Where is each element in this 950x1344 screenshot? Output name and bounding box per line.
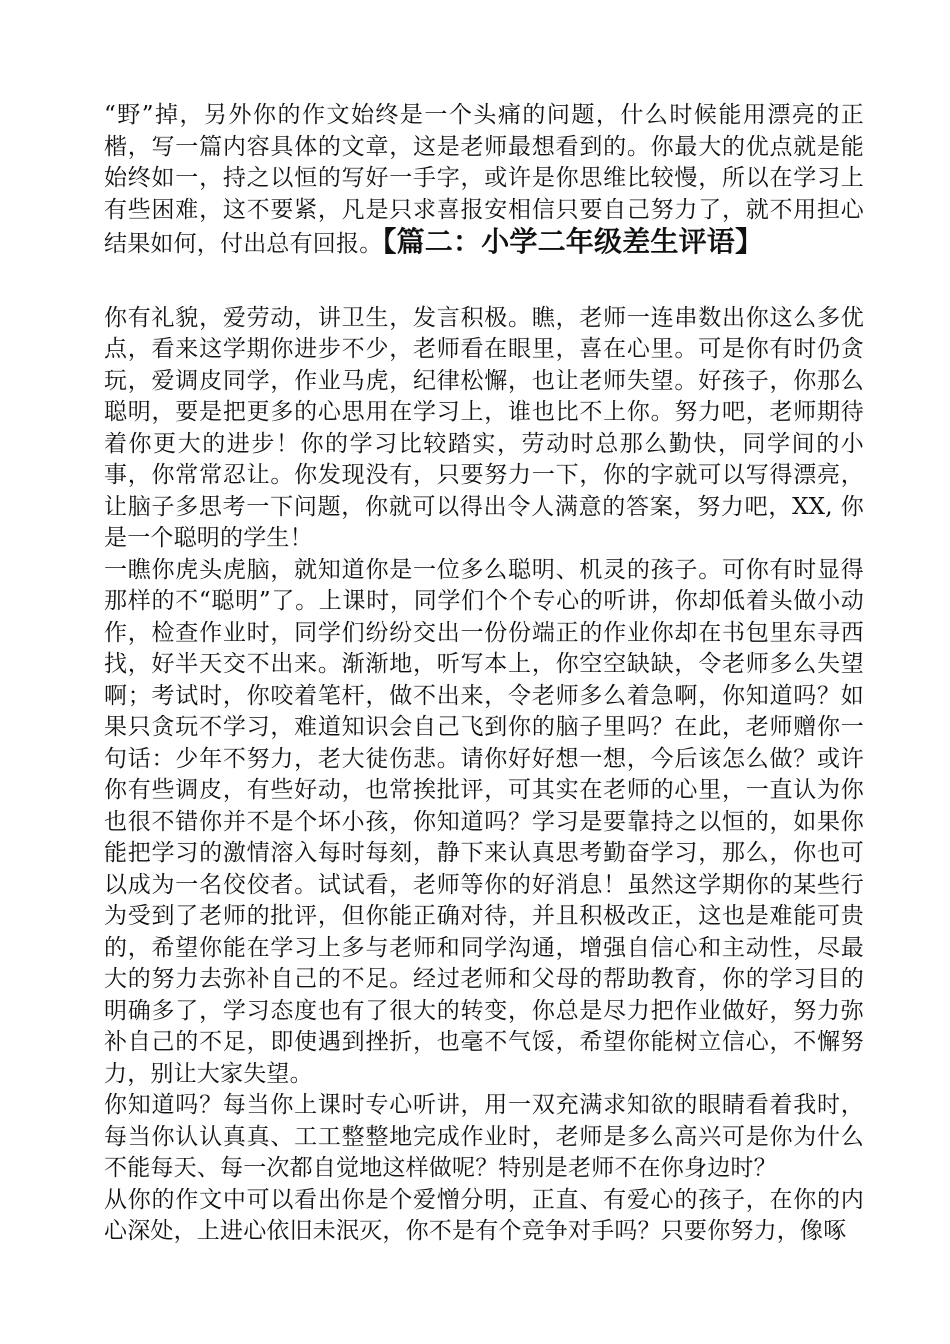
paragraph-3: 你知道吗？每当你上课时专心听讲，用一双充满求知欲的眼睛看着我时，每当你认认真真、工工整整地完成作业时，老师是多么高兴可是你为什么不能每天、每一次都自觉地这样做呢？特别是老师不在你身边时？ [104, 1092, 864, 1181]
paragraph-4: 从你的作文中可以看出你是个爱憎分明，正直、有爱心的孩子，在你的内心深处，上进心依旧未泯灭，你不是有个竞争对手吗？只要你努力，像啄 [104, 1186, 864, 1244]
paragraph-1: 你有礼貌，爱劳动，讲卫生，发言积极。瞧，老师一连串数出你这么多优点，看来这学期你进步不少，老师看在眼里，喜在心里。可是你有时仍贪玩，爱调皮同学，作业马虎，纪律松懈，也让老师失望。好孩子，你那么聪明，要是把更多的心思用在学习上，谁也比不上你。努力吧，老师期待着你更大的进步！你的学习比较踏实，劳动时总那么勤快，同学间的小事，你常常忍让。你发现没有，只要努力一下，你的字就可以写得漂亮，让脑子多思考一下问题，你就可以得出令人满意的答案，努力吧，XX, 你是一个聪明的学生！ [104, 304, 864, 551]
section-heading: 【篇二：小学二年级差生评语】 [382, 225, 764, 258]
document-page [104, 100, 864, 1248]
paragraph-2: 一瞧你虎头虎脑，就知道你是一位多么聪明、机灵的孩子。可你有时显得那样的不“聪明”了。上课时，同学们个个专心的听讲，你却低着头做小动作，检查作业时，同学们纷纷交出一份份端正的作业你却在书包里东寻西找，好半天交不出来。渐渐地，听写本上，你空空缺缺，令老师多么失望啊；考试时，你咬着笔杆，做不出来，令老师多么着急啊，你知道吗？如果只贪玩不学习，难道知识会自己飞到你的脑子里吗？在此，老师赠你一句话：少年不努力，老大徒伤悲。请你好好想一想，今后该怎么做？或许你有些调皮，有些好动，也常挨批评，可其实在老师的心里，一直认为你也很不错你并不是个坏小孩，你知道吗？学习是要靠持之以恒的，如果你能把学习的激情溶入每时每刻，静下来认真思考勤奋学习，那么，你也可以成为一名佼佼者。试试看，老师等你的好消息！虽然这学期你的某些行为受到了老师的批评，但你能正确对待，并且积极改正，这也是难能可贵的，希望你能在学习上多与老师和同学沟通，增强自信心和主动性，尽最大的努力去弥补自己的不足。经过老师和父母的帮助教育，你的学习目的明确多了，学习态度也有了很大的转变，你总是尽力把作业做好，努力弥补自己的不足，即使遇到挫折，也毫不气馁，希望你能树立信心，不懈努力，别让大家失望。 [104, 556, 864, 1087]
intro-paragraph [104, 100, 864, 261]
intro-text: “野”掉，另外你的作文始终是一个头痛的问题，什么时候能用漂亮的正楷，写一篇内容具体的文章，这是老师最想看到的。你最大的优点就是能始终如一，持之以恒的写好一手字，或许是你思维比较慢，所以在学习上有些困难，这不要紧，凡是只求喜报安相信只要自己努力了，就不用担心结果如何，付出总有回报。 [104, 102, 864, 257]
section-gap [104, 261, 864, 303]
